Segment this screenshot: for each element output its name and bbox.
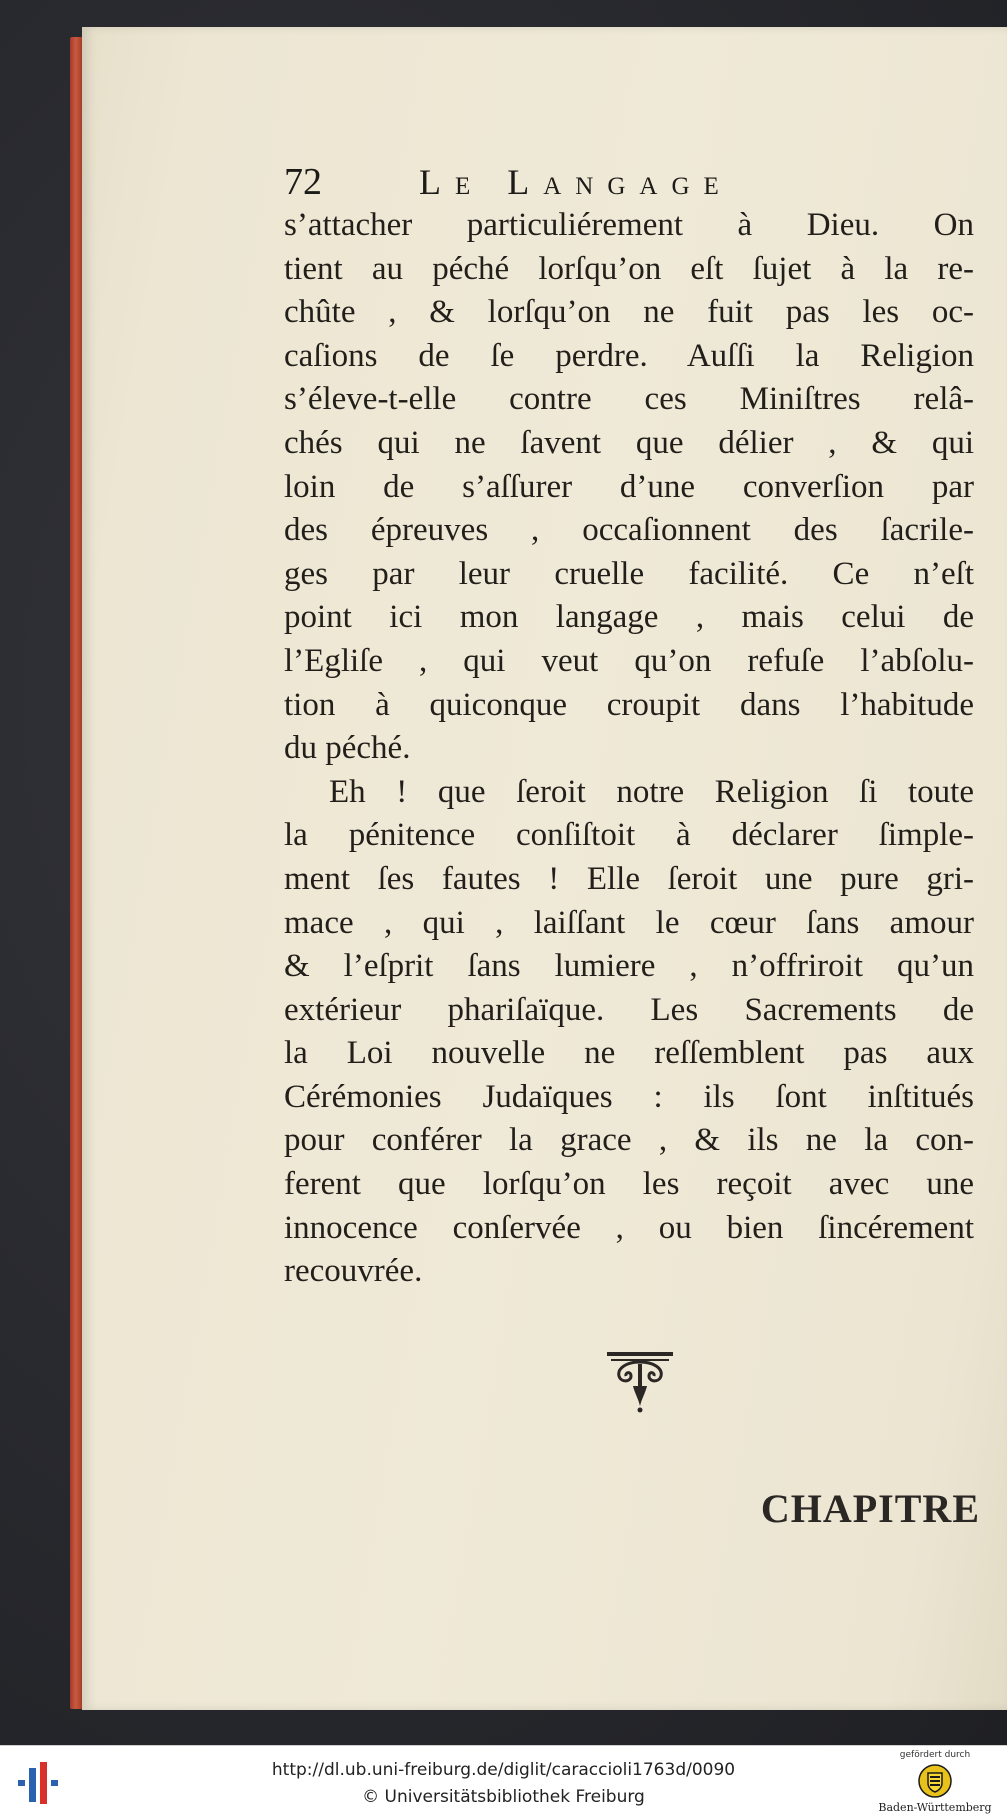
running-head: [284, 160, 844, 204]
text-line: loin de s’aſſurer d’une converſion par: [284, 468, 974, 505]
text-line: des épreuves , occaſionnent des ſacrile-: [284, 512, 974, 549]
text-line: du péché.: [284, 730, 411, 767]
text-line: la Loi nouvelle ne reſſemblent pas aux: [284, 1035, 974, 1072]
text-line: point ici mon langage , mais celui de: [284, 599, 974, 636]
sponsor-label: gefördert durch: [899, 1750, 971, 1760]
text-line: Cérémonies Judaïques : ils ſont inſtitués: [284, 1078, 974, 1115]
page-number: 72: [284, 161, 322, 203]
text-line: chés qui ne ſavent que délier , & qui: [284, 424, 974, 461]
text-line: innocence conſervée , ou bien ſincérement: [284, 1209, 974, 1246]
text-line: mace , qui , laiſſant le cœur ſans amour: [284, 904, 974, 941]
text-line: ferent que lorſqu’on les reçoit avec une: [284, 1166, 974, 1203]
baden-wuerttemberg-seal-icon: [918, 1764, 952, 1798]
sponsor-name: Baden-Württemberg: [878, 1801, 992, 1814]
text-line: recouvrée.: [284, 1253, 423, 1290]
catchword: CHAPITRE: [760, 1486, 980, 1531]
fleuron-ornament: [605, 1350, 675, 1414]
text-line: ment ſes fautes ! Elle ſeroit une pure gri-: [284, 860, 974, 897]
text-line: & l’eſprit ſans lumiere , n’offriroit qu’un: [284, 948, 974, 985]
text-line: s’éleve-t-elle contre ces Miniſtres relâ-: [284, 381, 974, 418]
sponsor-block[interactable]: [870, 1750, 1000, 1816]
text-line: l’Egliſe , qui veut qu’on refuſe l’abſolu-: [284, 642, 974, 679]
text-line: s’attacher particuliérement à Dieu. On: [284, 207, 974, 243]
copyright-text: © Universitätsbibliothek Freiburg: [362, 1787, 645, 1807]
text-line: ges par leur cruelle facilité. Ce n’eſt: [284, 555, 974, 592]
body-text: [284, 204, 974, 1294]
text-line: caſions de ſe perdre. Auſſi la Religion: [284, 337, 974, 374]
text-line: la pénitence conſiſtoit à déclarer ſimple-: [284, 817, 974, 854]
running-head-title: Le Langage: [419, 162, 733, 202]
text-line: chûte , & lorſqu’on ne fuit pas les oc-: [284, 294, 974, 331]
viewer-footer: [0, 1745, 1007, 1819]
text-line: extérieur phariſaïque. Les Sacrements de: [284, 991, 974, 1028]
page-url-link[interactable]: http://dl.ub.uni-freiburg.de/diglit/caraccioli1763d/0090: [271, 1760, 736, 1780]
text-line: tient au péché lorſqu’on eſt ſujet à la re-: [284, 250, 974, 287]
text-line: pour conférer la grace , & ils ne la con-: [284, 1122, 974, 1159]
text-line: Eh ! que ſeroit notre Religion ſi toute: [329, 773, 974, 810]
text-line: tion à quiconque croupit dans l’habitude: [284, 686, 974, 723]
